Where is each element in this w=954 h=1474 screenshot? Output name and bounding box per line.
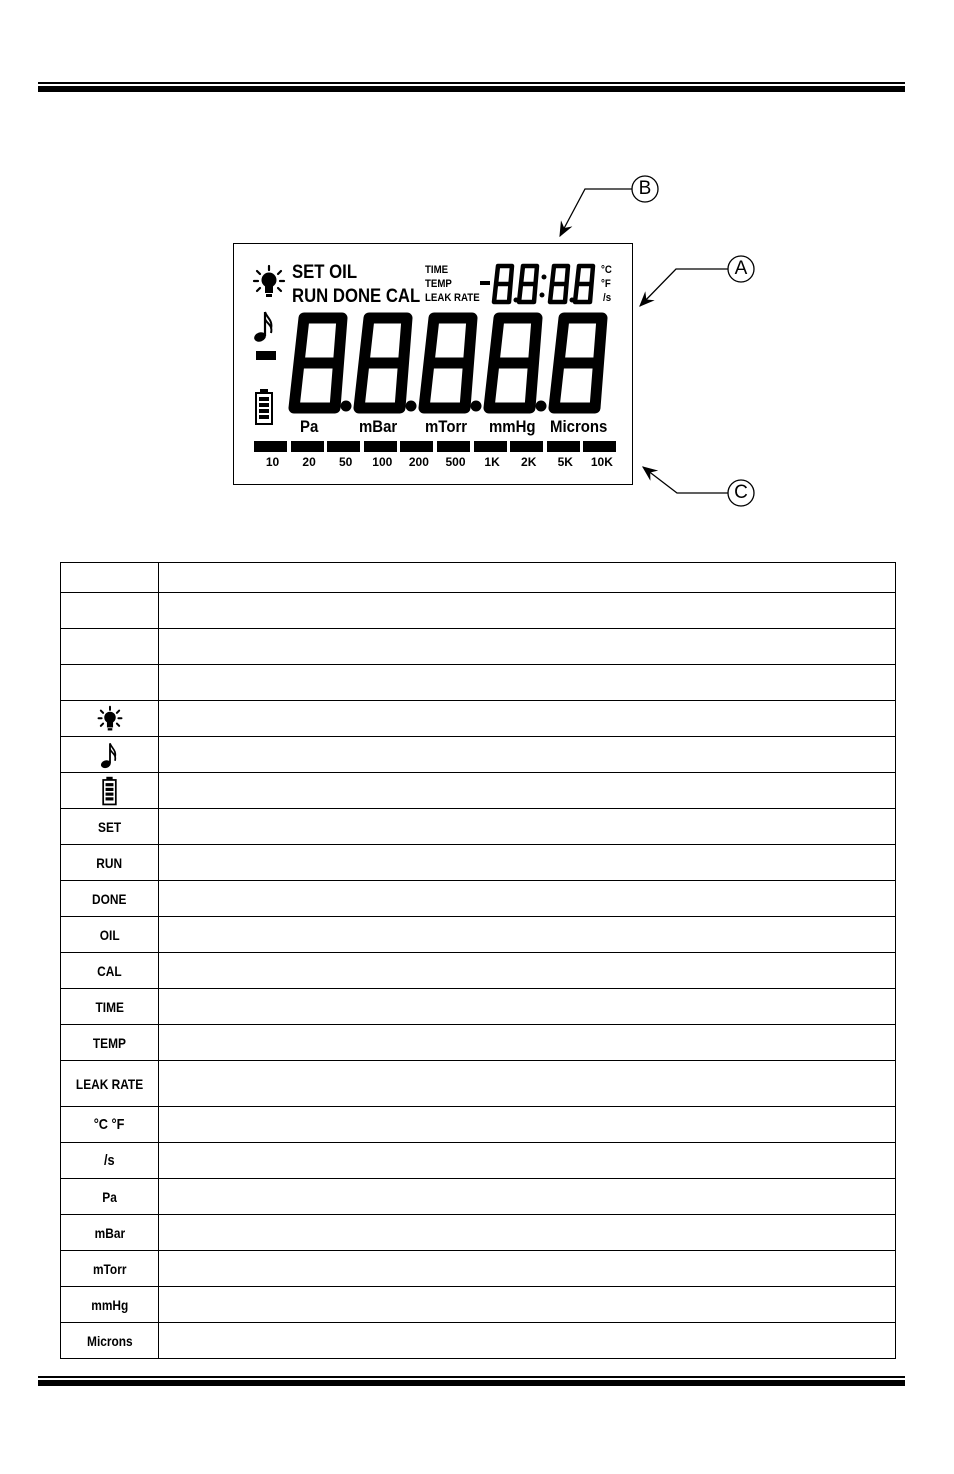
lcd-diagram <box>0 0 954 540</box>
symbol-cell <box>61 953 159 989</box>
bargraph-label: 500 <box>445 455 466 469</box>
bargraph-label: 5K <box>557 455 573 469</box>
description-cell <box>159 809 896 845</box>
callout-a: A <box>734 258 748 279</box>
bargraph-segment <box>510 441 543 452</box>
description-cell <box>159 989 896 1025</box>
symbol-cell <box>61 1287 159 1323</box>
description-cell <box>159 563 896 593</box>
main-minus-segment <box>256 351 276 360</box>
description-cell <box>159 701 896 737</box>
description-cell <box>159 1143 896 1179</box>
table-row <box>61 1143 896 1179</box>
bargraph-label: 200 <box>408 455 429 469</box>
symbol-label: mmHg <box>90 1296 129 1313</box>
table-row <box>61 773 896 809</box>
bargraph-segment <box>327 441 360 452</box>
symbol-cell <box>61 665 159 701</box>
table-row <box>61 809 896 845</box>
lcd-unit-celsius: °C <box>601 264 612 276</box>
lightbulb-icon <box>61 705 158 733</box>
table-row <box>61 845 896 881</box>
symbol-cell <box>61 593 159 629</box>
symbol-cell <box>61 1107 159 1143</box>
symbol-label: Microns <box>86 1332 133 1349</box>
symbol-label: /s <box>104 1152 115 1169</box>
symbol-cell <box>61 773 159 809</box>
lcd-unit-fahrenheit: °F <box>601 278 611 290</box>
symbol-label: CAL <box>97 962 122 979</box>
lcd-line2: RUN DONE CAL <box>292 286 421 307</box>
symbol-label: SET <box>97 818 122 835</box>
bargraph-label: 2K <box>521 455 537 469</box>
bargraph-segment <box>547 441 580 452</box>
symbol-label: mTorr <box>92 1260 127 1277</box>
table-row <box>61 953 896 989</box>
table-row <box>61 665 896 701</box>
lcd-temp-label: TEMP <box>425 278 452 290</box>
lcd-line1: SET OIL <box>292 262 358 283</box>
symbol-cell <box>61 881 159 917</box>
description-cell <box>159 593 896 629</box>
table-row <box>61 881 896 917</box>
description-cell <box>159 1179 896 1215</box>
table-row <box>61 1251 896 1287</box>
symbol-label: TIME <box>95 998 124 1015</box>
callout-c: C <box>734 482 748 503</box>
lcd-unit-pa: Pa <box>300 417 319 436</box>
lcd-time-label: TIME <box>425 264 449 276</box>
symbol-cell <box>61 1061 159 1107</box>
music-note-icon <box>61 740 158 770</box>
description-cell <box>159 845 896 881</box>
bargraph-label: 20 <box>302 455 316 469</box>
description-cell <box>159 1287 896 1323</box>
symbol-cell <box>61 701 159 737</box>
description-cell <box>159 737 896 773</box>
bargraph-label: 1K <box>484 455 500 469</box>
bottom-rule <box>38 1376 905 1386</box>
table-row <box>61 737 896 773</box>
description-cell <box>159 1323 896 1359</box>
description-cell <box>159 1025 896 1061</box>
symbol-cell <box>61 917 159 953</box>
symbol-cell <box>61 1143 159 1179</box>
table-row <box>61 563 896 593</box>
table-row <box>61 1323 896 1359</box>
lcd-unit-mbar: mBar <box>359 417 398 436</box>
symbol-cell <box>61 629 159 665</box>
symbol-cell <box>61 563 159 593</box>
description-cell <box>159 773 896 809</box>
table-row <box>61 917 896 953</box>
symbol-label: mBar <box>94 1224 125 1241</box>
description-cell <box>159 1251 896 1287</box>
lcd-unit-mmhg: mmHg <box>489 417 536 436</box>
lcd-unit-microns: Microns <box>550 417 608 436</box>
description-cell <box>159 665 896 701</box>
lcd-unit-per-second: /s <box>603 292 612 304</box>
bargraph-label: 100 <box>372 455 393 469</box>
symbol-cell <box>61 1179 159 1215</box>
symbol-label: RUN <box>96 854 123 871</box>
symbol-cell <box>61 1323 159 1359</box>
bargraph-segment <box>583 441 616 452</box>
table-row <box>61 1215 896 1251</box>
description-cell <box>159 953 896 989</box>
description-cell <box>159 917 896 953</box>
symbol-cell <box>61 809 159 845</box>
lightbulb-icon <box>252 264 286 300</box>
legend-table <box>60 562 896 1359</box>
symbol-label: TEMP <box>92 1034 127 1051</box>
table-row <box>61 1061 896 1107</box>
description-cell <box>159 1061 896 1107</box>
symbol-cell <box>61 1251 159 1287</box>
table-row <box>61 701 896 737</box>
bargraph-segment <box>474 441 507 452</box>
table-row <box>61 1025 896 1061</box>
symbol-label: LEAK RATE <box>75 1075 144 1092</box>
description-cell <box>159 881 896 917</box>
bargraph-segment <box>291 441 324 452</box>
symbol-label: OIL <box>99 926 120 943</box>
table-row <box>61 989 896 1025</box>
lcd-leak-rate-label: LEAK RATE <box>425 292 480 304</box>
music-note-icon <box>253 309 277 343</box>
battery-icon <box>61 776 158 806</box>
bargraph-segment <box>364 441 397 452</box>
symbol-cell <box>61 845 159 881</box>
symbol-cell <box>61 989 159 1025</box>
lcd-unit-mtorr: mTorr <box>425 417 468 436</box>
description-cell <box>159 1215 896 1251</box>
table-row <box>61 1107 896 1143</box>
table-row <box>61 1287 896 1323</box>
bargraph-label: 50 <box>339 455 353 469</box>
small-seven-segment-display <box>478 262 598 306</box>
description-cell <box>159 1107 896 1143</box>
bargraph-label: 10 <box>265 455 280 469</box>
symbol-label: Pa <box>102 1188 117 1205</box>
bargraph-segment <box>400 441 433 452</box>
symbol-label: DONE <box>92 890 127 907</box>
symbol-cell <box>61 1025 159 1061</box>
bargraph-label: 10K <box>590 455 613 469</box>
bargraph-segment <box>254 441 287 452</box>
description-cell <box>159 629 896 665</box>
callout-b: B <box>638 178 652 199</box>
battery-icon <box>254 388 274 426</box>
symbol-label: °C °F <box>94 1116 125 1133</box>
table-row <box>61 593 896 629</box>
symbol-cell <box>61 737 159 773</box>
bargraph-segment <box>437 441 470 452</box>
table-row <box>61 629 896 665</box>
symbol-cell <box>61 1215 159 1251</box>
main-seven-segment-display <box>282 308 622 418</box>
table-row <box>61 1179 896 1215</box>
